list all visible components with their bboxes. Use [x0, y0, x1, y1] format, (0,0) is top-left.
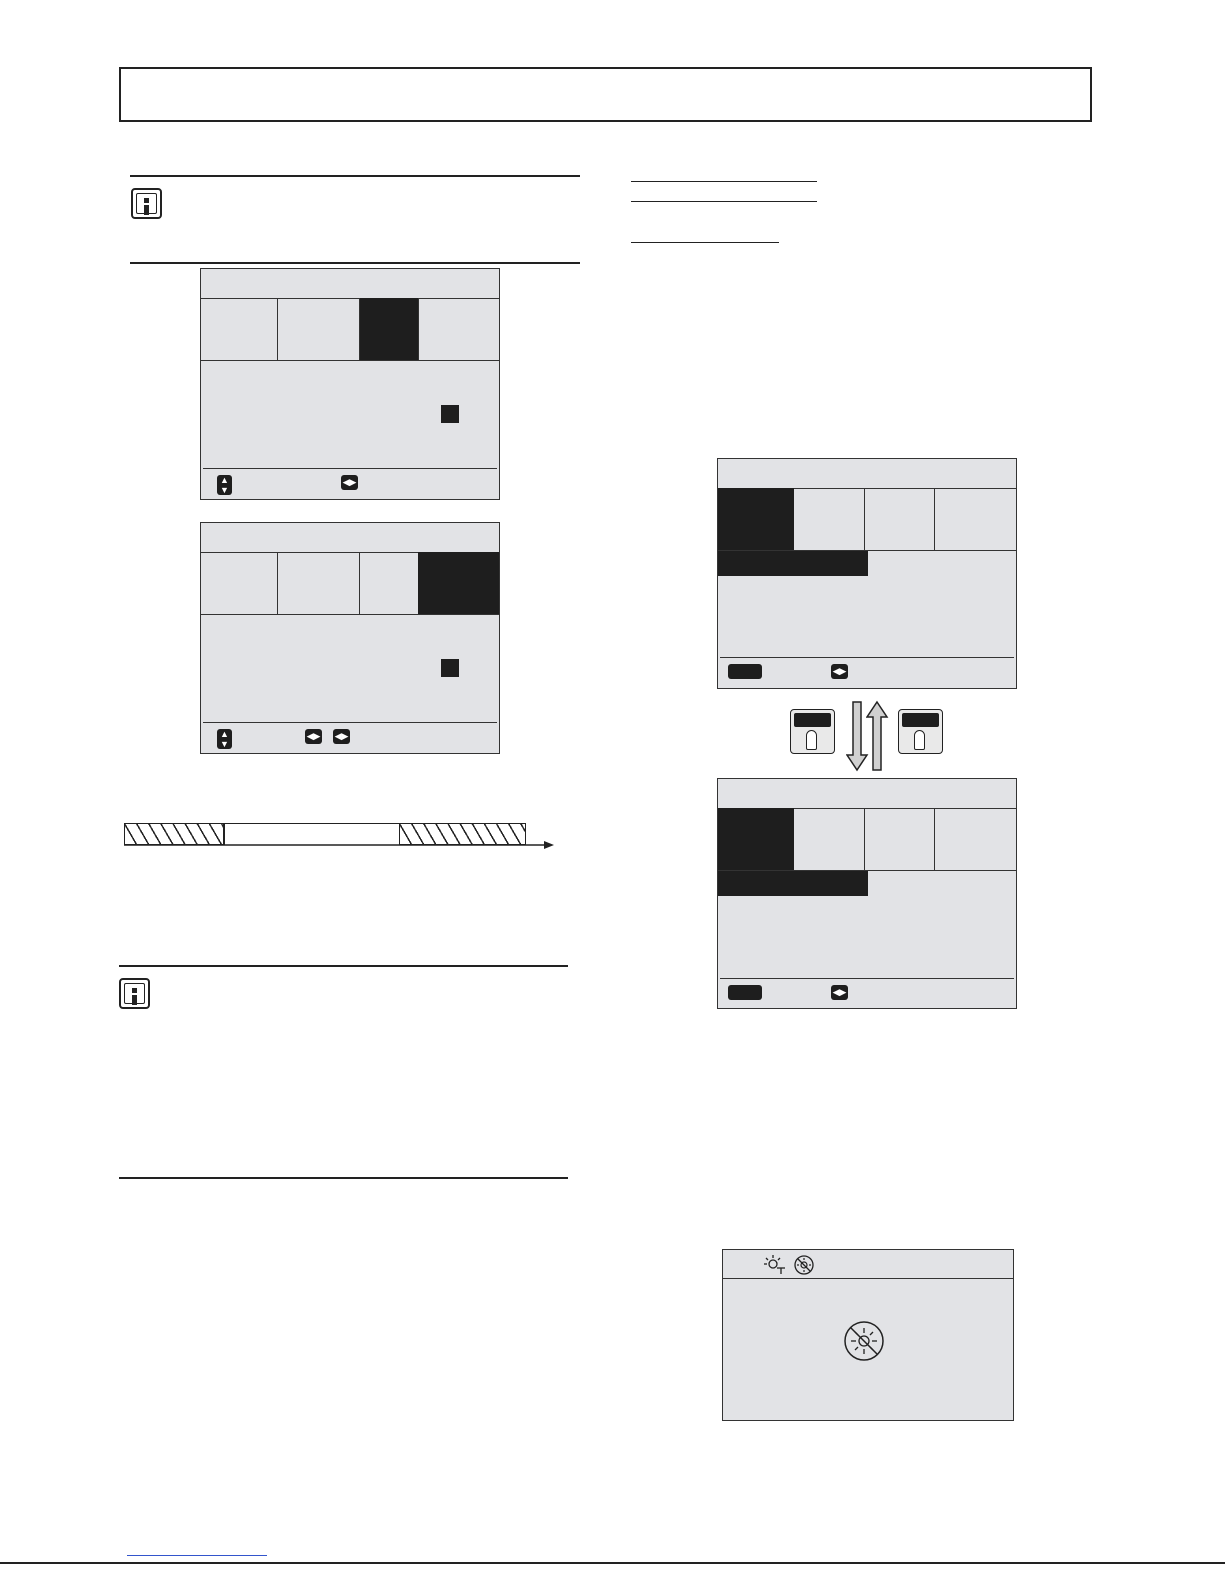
press-button-icon: [898, 709, 943, 754]
left-right-key-icon: ◀▶: [333, 729, 350, 744]
value-cursor-block: [441, 659, 459, 677]
controller-screen-5: [722, 1249, 1014, 1421]
controller-screen-1: [200, 268, 500, 500]
selected-tab-block: [418, 552, 499, 614]
note-top-rule-2: [119, 965, 568, 967]
selected-tab-block: [718, 488, 794, 550]
up-down-key-icon: ▲ ▼: [217, 729, 232, 749]
note-top-rule-1: [130, 175, 580, 177]
controller-screen-2: [200, 522, 500, 754]
footer-link-underline[interactable]: [127, 1555, 267, 1556]
controller-screen-3: [717, 458, 1017, 689]
page-header-box: [119, 67, 1092, 122]
up-down-key-icon: ▲ ▼: [217, 475, 232, 495]
note-bottom-rule-2: [119, 1177, 568, 1179]
sun-plug-icon: [763, 1254, 789, 1276]
note-bottom-rule-1: [130, 262, 580, 264]
link-underline-1[interactable]: [631, 181, 817, 182]
link-underline-2[interactable]: [631, 201, 817, 202]
selected-tab-block: [360, 298, 418, 360]
highlighted-row: [718, 551, 868, 576]
left-right-key-icon: ◀▶: [831, 664, 848, 679]
left-right-key-icon: ◀▶: [305, 729, 322, 744]
info-icon: [119, 978, 150, 1009]
menu-key-icon: [728, 664, 762, 679]
arrow-up-icon: [866, 700, 890, 772]
timeline-axis-arrow: [120, 838, 560, 852]
press-button-icon: [790, 709, 835, 754]
link-underline-3[interactable]: [631, 242, 779, 243]
sun-crossed-icon: [793, 1254, 815, 1276]
controller-screen-4: [717, 778, 1017, 1009]
sun-crossed-icon: [842, 1319, 886, 1363]
selected-tab-block: [718, 808, 794, 870]
value-cursor-block: [441, 405, 459, 423]
info-icon: [131, 188, 162, 219]
menu-key-icon: [728, 985, 762, 1000]
footer-rule: [0, 1562, 1225, 1564]
highlighted-row: [718, 871, 868, 896]
left-right-key-icon: ◀▶: [831, 985, 848, 1000]
left-right-key-icon: ◀▶: [341, 475, 358, 490]
